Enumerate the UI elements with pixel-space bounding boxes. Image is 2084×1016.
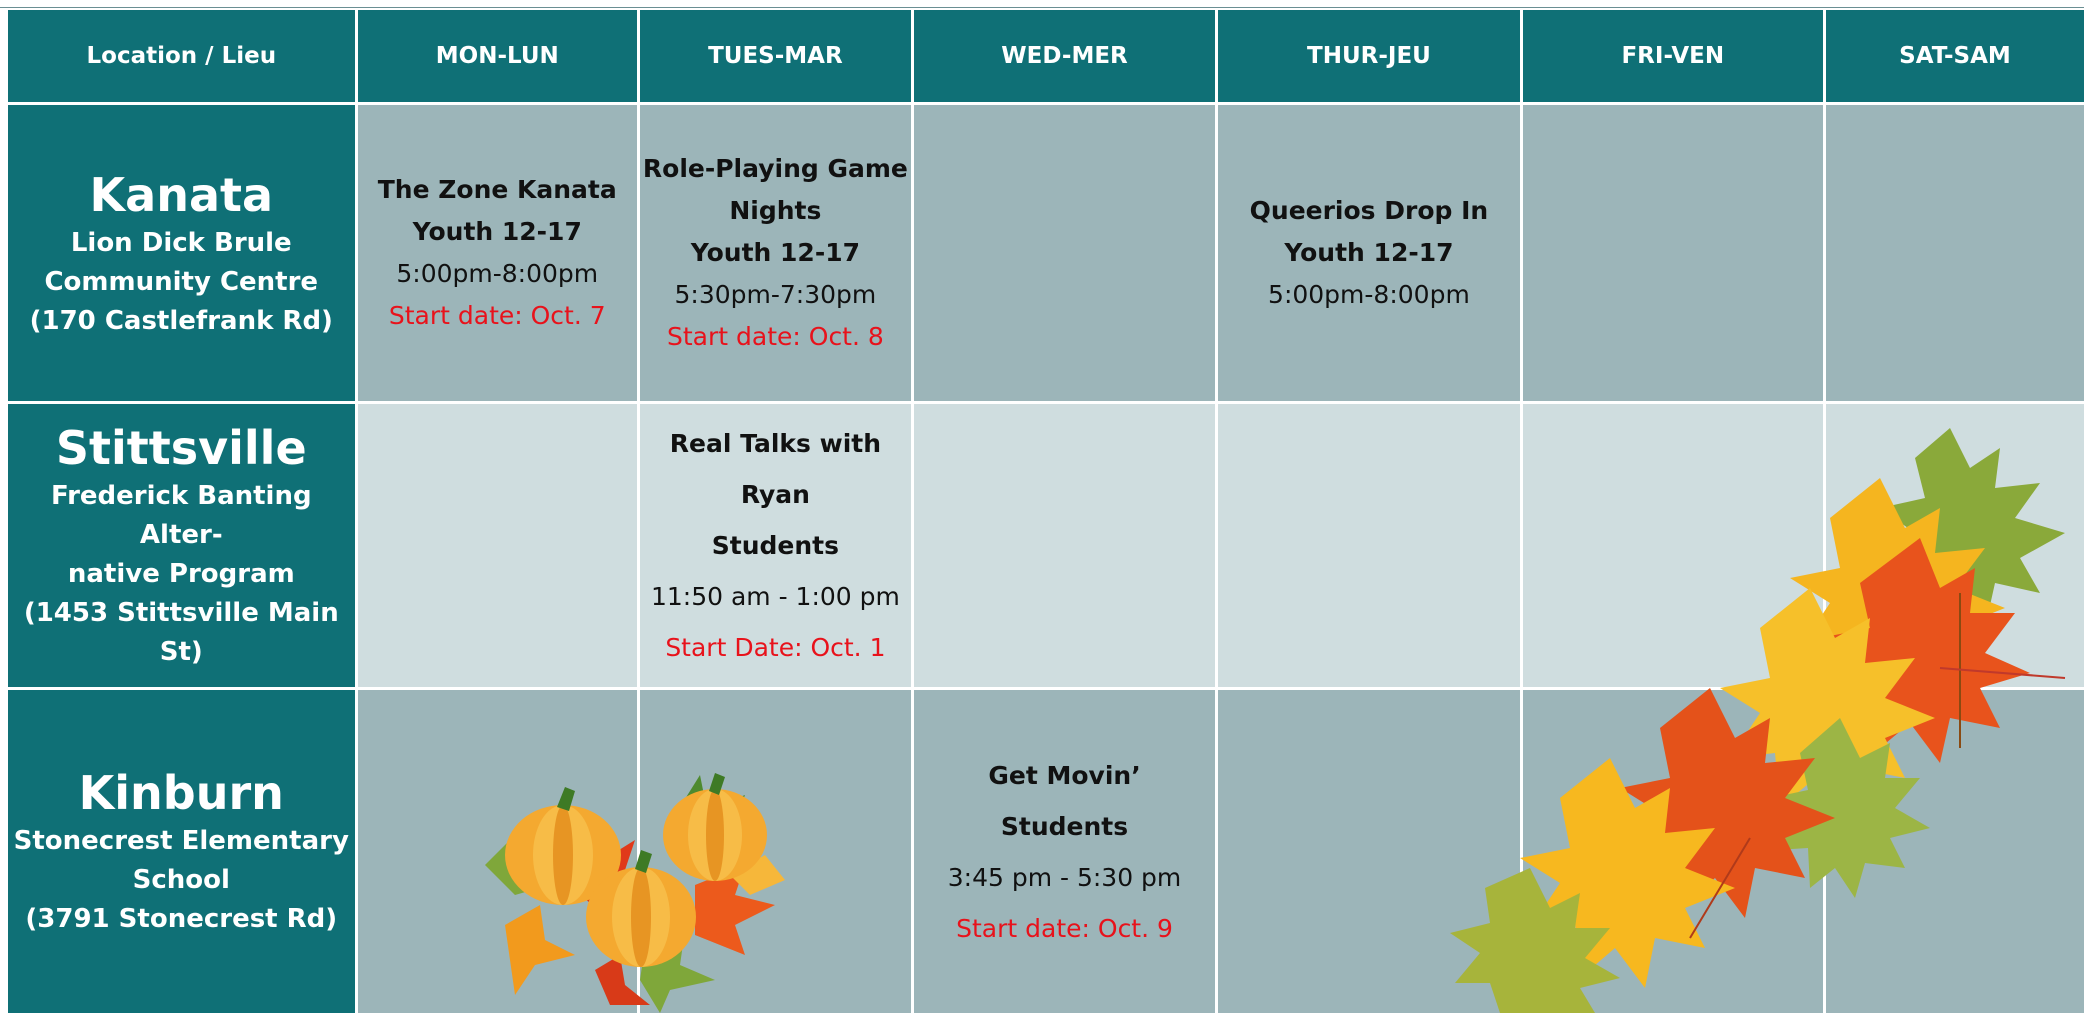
event-time: 11:50 am - 1:00 pm (650, 582, 900, 611)
cell-stittsville-sat (1826, 404, 2084, 687)
cell-stittsville-tue (640, 404, 911, 687)
event-time: 5:00pm-8:00pm (396, 259, 599, 288)
location-stittsville (8, 404, 355, 687)
cell-kinburn-thu (1218, 690, 1519, 1013)
cell-kanata-wed (914, 105, 1215, 401)
header-tuesday: TUES-MAR (640, 10, 911, 102)
event-start-date: Start date: Oct. 8 (667, 322, 884, 351)
cell-kanata-mon (358, 105, 637, 401)
event-audience: Students (711, 531, 840, 560)
event-title: Real Talks with Ryan (669, 429, 882, 509)
row-kanata (8, 105, 2084, 401)
location-address: (170 Castlefrank Rd) (29, 305, 333, 336)
cell-kanata-fri (1523, 105, 1823, 401)
cell-stittsville-fri (1523, 404, 1823, 687)
cell-stittsville-thu (1218, 404, 1519, 687)
event-get-movin (914, 750, 1215, 954)
cell-kanata-sat (1826, 105, 2084, 401)
row-kinburn (8, 690, 2084, 1013)
cell-stittsville-mon (358, 404, 637, 687)
event-start-date: Start date: Oct. 9 (956, 913, 1173, 943)
event-time: 5:30pm-7:30pm (674, 280, 877, 309)
schedule-table (5, 7, 2084, 1016)
event-start-date: Start date: Oct. 7 (388, 301, 606, 330)
row-stittsville (8, 404, 2084, 687)
header-friday: FRI-VEN (1523, 10, 1823, 102)
location-line: native Program (67, 559, 295, 589)
event-audience: Youth 12-17 (1284, 238, 1454, 267)
location-line: Frederick Banting Alter- (50, 481, 312, 550)
event-start-date: Start Date: Oct. 1 (665, 633, 886, 662)
header-row (8, 10, 2084, 102)
location-address: (1453 Stittsville Main St) (23, 598, 339, 667)
cell-kanata-thu (1218, 105, 1519, 401)
location-name: Stittsville (55, 421, 307, 475)
event-title: The Zone Kanata (377, 175, 617, 204)
cell-kinburn-wed (914, 690, 1215, 1013)
cell-kanata-tue (640, 105, 911, 401)
event-title: Get Movin’ (988, 760, 1141, 790)
event-audience: Youth 12-17 (412, 217, 582, 246)
event-time: 3:45 pm - 5:30 pm (947, 862, 1182, 892)
header-monday: MON-LUN (358, 10, 637, 102)
event-the-zone-kanata (358, 169, 637, 337)
location-name: Kinburn (78, 766, 284, 820)
event-title: Queerios Drop In (1249, 196, 1489, 225)
cell-kinburn-fri (1523, 690, 1823, 1013)
header-saturday: SAT-SAM (1826, 10, 2084, 102)
event-audience: Students (1000, 811, 1129, 841)
header-location: Location / Lieu (8, 10, 355, 102)
cell-kinburn-mon (358, 690, 637, 1013)
header-wednesday: WED-MER (914, 10, 1215, 102)
cell-kinburn-sat (1826, 690, 2084, 1013)
location-address: (3791 Stonecrest Rd) (25, 904, 338, 934)
event-real-talks-with-ryan (640, 418, 911, 673)
location-line: Stonecrest Elementary (13, 826, 349, 856)
location-kanata (8, 105, 355, 401)
event-title-continued: Nights (729, 196, 822, 225)
event-title: Role-Playing Game (642, 154, 908, 183)
cell-kinburn-tue (640, 690, 911, 1013)
cell-stittsville-wed (914, 404, 1215, 687)
location-name: Kanata (89, 167, 274, 222)
location-line: Community Centre (44, 266, 319, 297)
event-audience: Youth 12-17 (690, 238, 860, 267)
header-thursday: THUR-JEU (1218, 10, 1519, 102)
location-line: Lion Dick Brule (70, 227, 292, 258)
event-role-playing-game-nights (640, 148, 911, 358)
event-queerios-drop-in (1218, 190, 1519, 316)
location-line: School (132, 865, 230, 895)
event-time: 5:00pm-8:00pm (1268, 280, 1470, 309)
location-kinburn (8, 690, 355, 1013)
